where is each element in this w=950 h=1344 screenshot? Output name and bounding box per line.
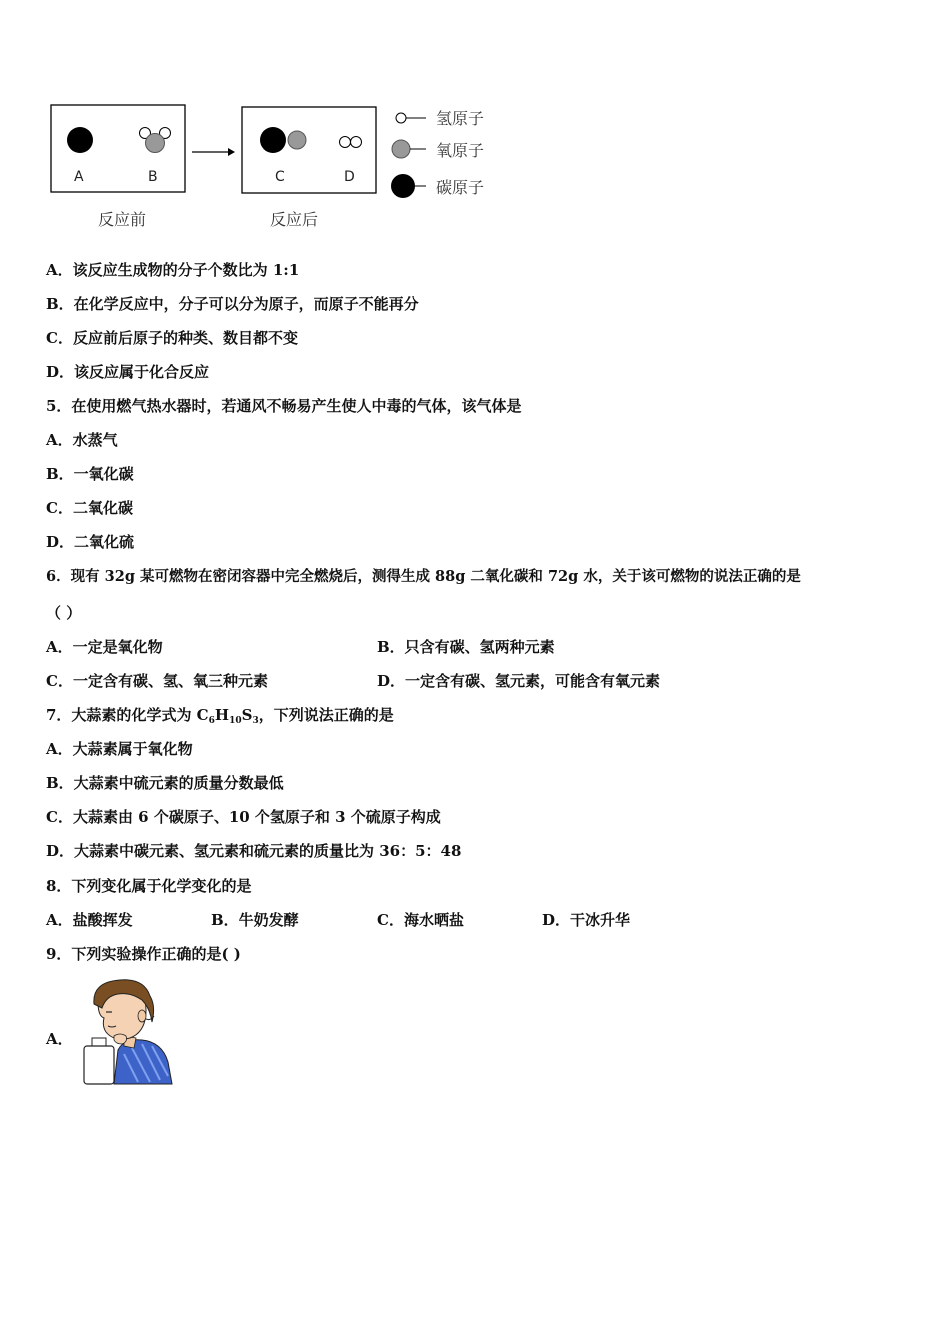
- q7-stem: 7．大蒜素的化学式为 $C_6H_{10}S_3$，下列说法正确的是: [46, 706, 394, 726]
- oxygen-atom-icon: [392, 140, 410, 158]
- oxygen-atom-c: [288, 131, 306, 149]
- q6-stem: 6．现有 32g 某可燃物在密闭容器中完全燃烧后，测得生成 88g 二氧化碳和 72g 水，关于该可燃物的说法正确的是: [46, 568, 801, 585]
- q5-option-c: C．二氧化碳: [46, 499, 133, 517]
- q5-stem: 5．在使用燃气热水器时，若通风不畅易产生使人中毒的气体，该气体是: [46, 397, 522, 415]
- q4-option-b: B．在化学反应中，分子可以分为原子，而原子不能再分: [46, 295, 419, 313]
- q5-option-d: D．二氧化硫: [46, 533, 135, 551]
- q6-option-d: D．一定含有碳、氢元素，可能含有氧元素: [377, 672, 661, 690]
- legend-hydrogen: 氢原子: [436, 109, 485, 128]
- box-letter-d: D: [344, 169, 355, 185]
- reaction-arrowhead: [228, 148, 235, 156]
- after-box: [242, 107, 376, 193]
- caption-after: 反应后: [270, 210, 319, 229]
- q6-stem-cont: （ ）: [46, 604, 82, 622]
- q5-option-b: B．一氧化碳: [46, 465, 134, 483]
- q6-option-c: C．一定含有碳、氢、氧三种元素: [46, 672, 268, 690]
- q8-option-b: B．牛奶发酵: [211, 911, 299, 929]
- box-letter-c: C: [275, 169, 285, 185]
- q5-option-a: A．水蒸气: [46, 431, 118, 449]
- reaction-diagram: [40, 95, 510, 240]
- q8-option-c: C．海水晒盐: [377, 911, 464, 929]
- q6-option-a: A．一定是氧化物: [46, 638, 163, 656]
- q4-option-a: A．该反应生成物的分子个数比为 1:1: [46, 261, 300, 279]
- box-letter-b: B: [148, 169, 158, 185]
- hydrogen-atom-icon: [396, 113, 406, 123]
- box-letter-a: A: [74, 169, 84, 185]
- carbon-atom-a: [67, 127, 93, 153]
- boy-smelling-bottle-illustration: [80, 978, 176, 1088]
- q7-option-b: B．大蒜素中硫元素的质量分数最低: [46, 774, 284, 792]
- q6-option-b: B．只含有碳、氢两种元素: [377, 638, 555, 656]
- q8-option-a: A．盐酸挥发: [46, 911, 133, 929]
- q8-option-d: D．干冰升华: [542, 911, 631, 929]
- q4-option-c: C．反应前后原子的种类、数目都不变: [46, 329, 298, 347]
- q8-stem: 8．下列变化属于化学变化的是: [46, 877, 252, 895]
- q4-option-d: D．该反应属于化合反应: [46, 363, 210, 381]
- q7-option-d: D．大蒜素中碳元素、氢元素和硫元素的质量比为 36：5：48: [46, 842, 462, 860]
- q9-option-a-label: A．: [46, 1030, 73, 1048]
- oxygen-atom-b: [146, 134, 165, 153]
- q7-option-c: C．大蒜素由 6 个碳原子、10 个氢原子和 3 个硫原子构成: [46, 808, 441, 826]
- legend-oxygen: 氧原子: [436, 141, 485, 160]
- hydrogen-atom-d1: [340, 137, 351, 148]
- caption-before: 反应前: [98, 210, 147, 229]
- hydrogen-atom-d2: [351, 137, 362, 148]
- carbon-atom-c: [260, 127, 286, 153]
- legend-carbon: 碳原子: [436, 178, 485, 197]
- q7-option-a: A．大蒜素属于氧化物: [46, 740, 193, 758]
- q9-stem: 9．下列实验操作正确的是( ): [46, 945, 241, 963]
- carbon-atom-icon: [391, 174, 415, 198]
